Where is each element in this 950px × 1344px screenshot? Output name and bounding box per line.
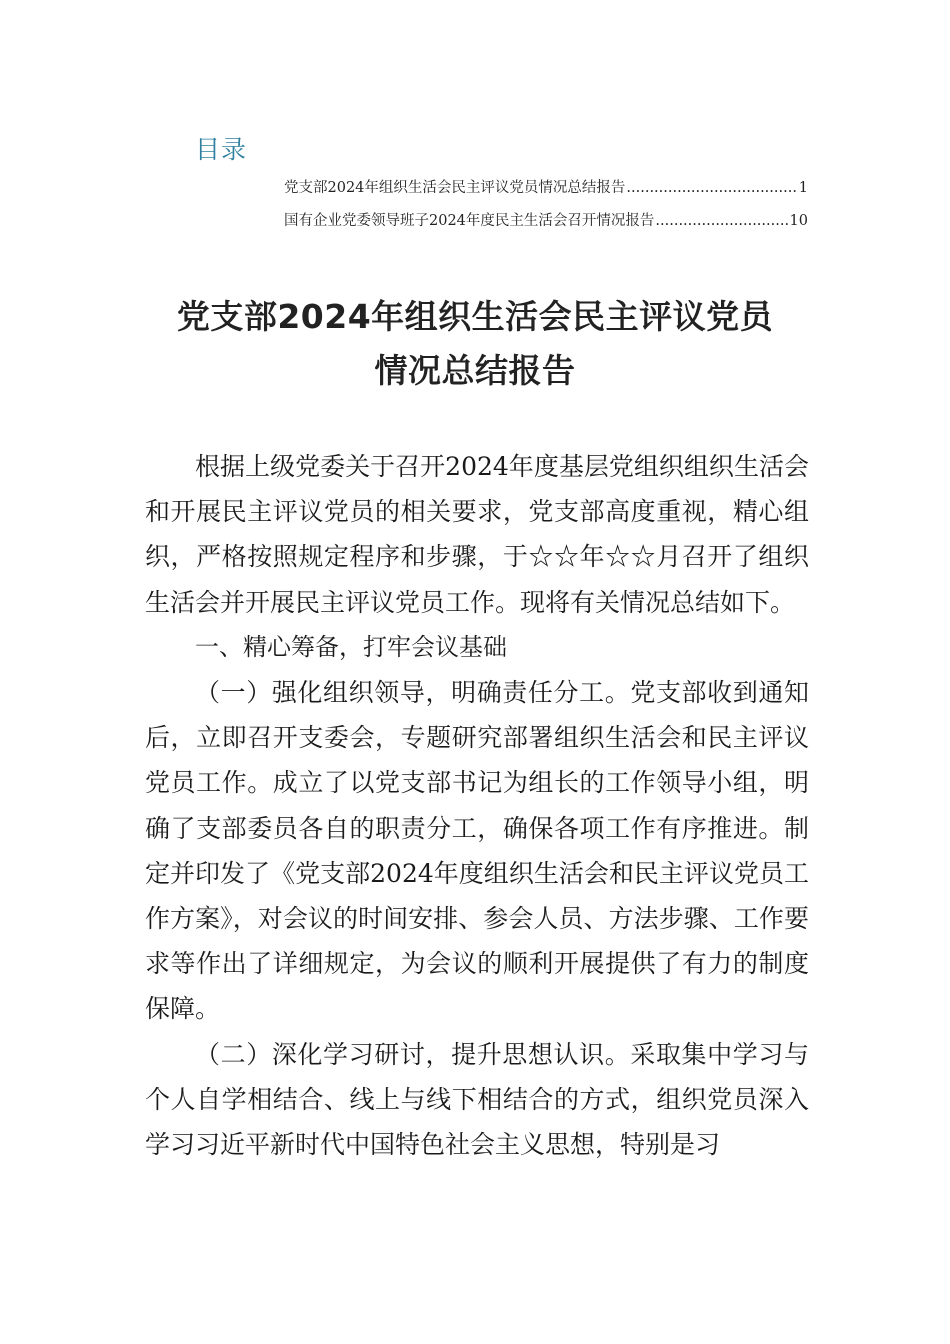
toc-heading: 目录	[195, 135, 248, 164]
toc-leader-dots	[655, 211, 788, 231]
body-paragraph: （二）深化学习研讨，提升思想认识。采取集中学习与个人自学相结合、线上与线下相结合的方式，组织党员深入学习习近平新时代中国特色社会主义思想，特别是习	[145, 1039, 809, 1160]
document-title-line: 党支部2024年组织生活会民主评议党员	[176, 297, 774, 336]
toc-entry-page: 1	[798, 180, 808, 196]
toc-entry[interactable]	[284, 178, 808, 198]
body-paragraph: （一）强化组织领导，明确责任分工。党支部收到通知后，立即召开支委会，专题研究部署组织生活会和民主评议党员工作。成立了以党支部书记为组长的工作领导小组，明确了支部委员各自的职责分工，确保各项工作有序推进。制定并印发了《党支部2024年度组织生活会和民主评议党员工作方案》，对会议的时间安排、参会人员、方法步骤、工作要求等作出了详细规定，为会议的顺利开展提供了有力的制度保障。	[145, 678, 809, 1024]
section-heading: 一、精心筹备，打牢会议基础	[195, 632, 507, 661]
document-title-line: 情况总结报告	[374, 351, 576, 390]
toc-entry-page: 10	[789, 213, 808, 229]
document-title	[90, 290, 860, 398]
document-body	[145, 444, 809, 1167]
body-paragraph: 根据上级党委关于召开2024年度基层党组织组织生活会和开展民主评议党员的相关要求，党支部高度重视，精心组织，严格按照规定程序和步骤，于☆☆年☆☆月召开了组织生活会并开展民主评议党员工作。现将有关情况总结如下。	[145, 452, 809, 617]
toc-entry[interactable]	[284, 211, 808, 231]
toc-entry-title: 党支部2024年组织生活会民主评议党员情况总结报告	[284, 180, 626, 196]
toc-leader-dots	[626, 178, 797, 198]
toc-entry-title: 国有企业党委领导班子2024年度民主生活会召开情况报告	[284, 213, 655, 229]
